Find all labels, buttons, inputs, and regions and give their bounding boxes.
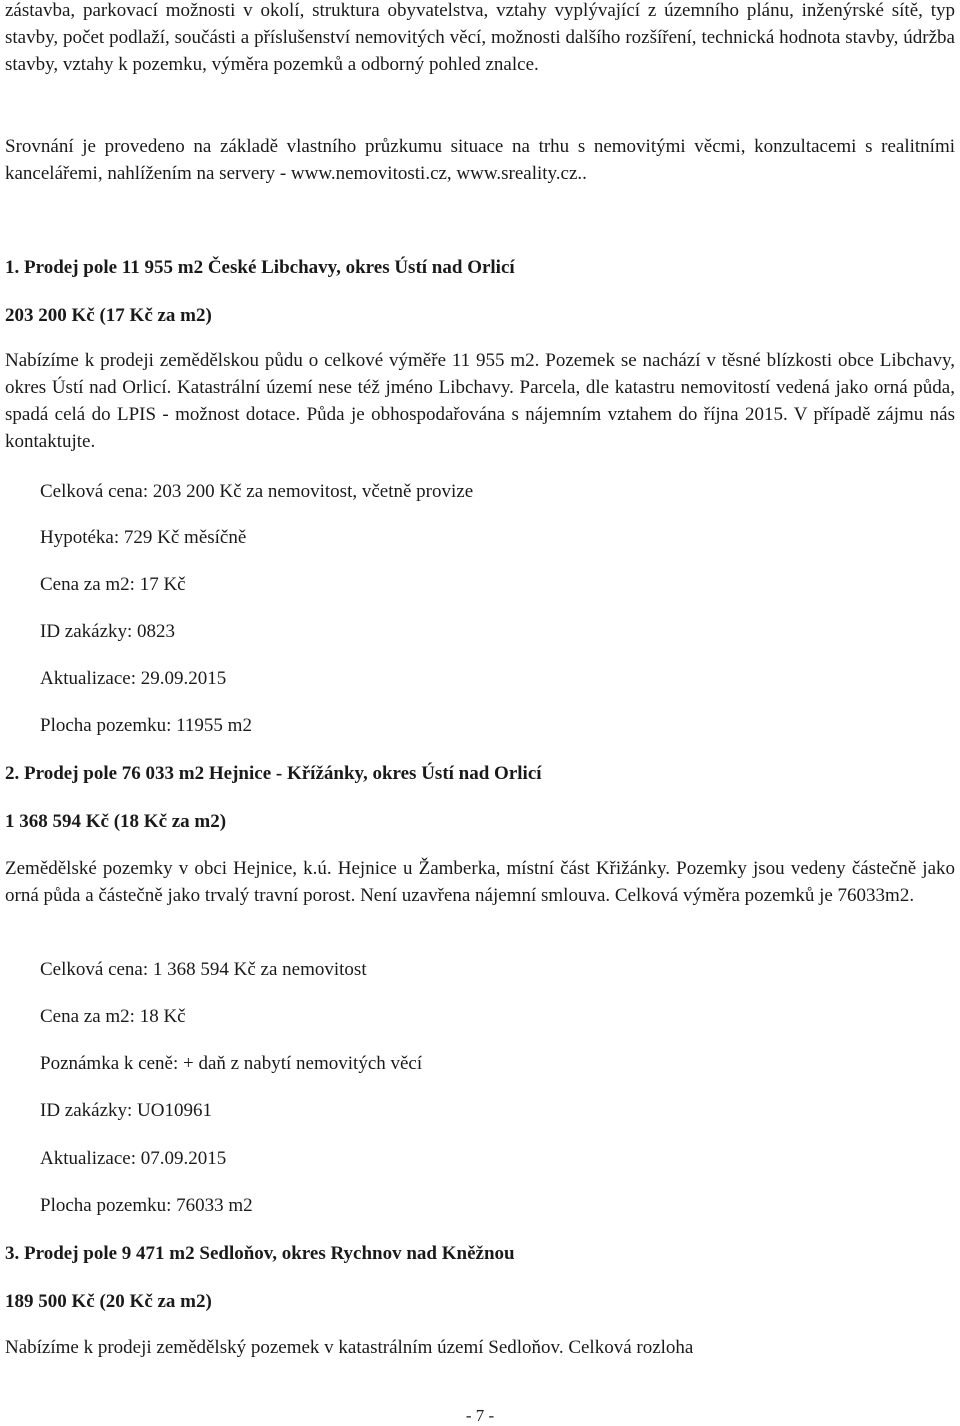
listing-2-detail-updated: Aktualizace: 07.09.2015 bbox=[40, 1148, 227, 1169]
listing-1-detail-total-price: Celková cena: 203 200 Kč za nemovitost, včetně provize bbox=[40, 481, 474, 502]
listing-3-description: Nabízíme k prodeji zemědělský pozemek v katastrálním území Sedloňov. Celková rozloha bbox=[5, 1337, 694, 1358]
listing-2-price: 1 368 594 Kč (18 Kč za m2) bbox=[5, 811, 227, 832]
listing-1-detail-mortgage: Hypotéka: 729 Kč měsíčně bbox=[40, 527, 247, 548]
listing-2-description: Zemědělské pozemky v obci Hejnice, k.ú. Hejnice u Žamberka, místní část Křižánky. Pozemky jsou vedeny částečně jako orná půda a částečně jako trvalý travní porost. Není uzavřena nájemní smlouva. Celková výměra pozemků je 76033m2. bbox=[5, 858, 955, 906]
listing-1-detail-area: Plocha pozemku: 11955 m2 bbox=[40, 715, 252, 736]
page-number: - 7 - bbox=[465, 1406, 495, 1425]
listing-1-detail-order-id: ID zakázky: 0823 bbox=[40, 621, 176, 642]
listing-2-heading: 2. Prodej pole 76 033 m2 Hejnice - Křížánky, okres Ústí nad Orlicí bbox=[5, 763, 542, 784]
listing-1-description: Nabízíme k prodeji zemědělskou půdu o celkové výměře 11 955 m2. Pozemek se nachází v těsné blízkosti obce Libchavy, okres Ústí nad Orlicí. Katastrální území nese též jméno Libchavy. Parcela, dle katastru nemovitostí vedená jako orná půda, spadá celá do LPIS - možnost dotace. Půda je obhospodařována s nájemním vztahem do října 2015. V případě zájmu nás kontaktujte. bbox=[5, 350, 955, 452]
listing-2-detail-total-price: Celková cena: 1 368 594 Kč za nemovitost bbox=[40, 959, 367, 980]
listing-3-heading: 3. Prodej pole 9 471 m2 Sedloňov, okres Rychnov nad Kněžnou bbox=[5, 1243, 515, 1264]
listing-1-heading: 1. Prodej pole 11 955 m2 České Libchavy, okres Ústí nad Orlicí bbox=[5, 257, 515, 278]
listing-2-detail-price-note: Poznámka k ceně: + daň z nabytí nemovitých věcí bbox=[40, 1053, 423, 1074]
listing-1-price: 203 200 Kč (17 Kč za m2) bbox=[5, 305, 212, 326]
listing-3-price: 189 500 Kč (20 Kč za m2) bbox=[5, 1291, 212, 1312]
intro-paragraph-2: Srovnání je provedeno na základě vlastního průzkumu situace na trhu s nemovitými věcmi, konzultacemi s realitními kancelářemi, nahlížením na servery - www.nemovitosti.cz, www.sreality.cz.. bbox=[5, 136, 955, 184]
intro-paragraph-1: zástavba, parkovací možnosti v okolí, struktura obyvatelstva, vztahy vyplývající z územního plánu, inženýrské sítě, typ stavby, počet podlaží, součásti a příslušenství nemovitých věcí, možnosti dalšího rozšíření, technická hodnota stavby, údržba stavby, vztahy k pozemku, výměra pozemků a odborný pohled znalce. bbox=[5, 0, 955, 75]
listing-2-detail-order-id: ID zakázky: UO10961 bbox=[40, 1100, 213, 1121]
listing-2-detail-price-per-m2: Cena za m2: 18 Kč bbox=[40, 1006, 186, 1027]
listing-1-detail-price-per-m2: Cena za m2: 17 Kč bbox=[40, 574, 186, 595]
listing-1-detail-updated: Aktualizace: 29.09.2015 bbox=[40, 668, 227, 689]
listing-2-detail-area: Plocha pozemku: 76033 m2 bbox=[40, 1195, 253, 1216]
